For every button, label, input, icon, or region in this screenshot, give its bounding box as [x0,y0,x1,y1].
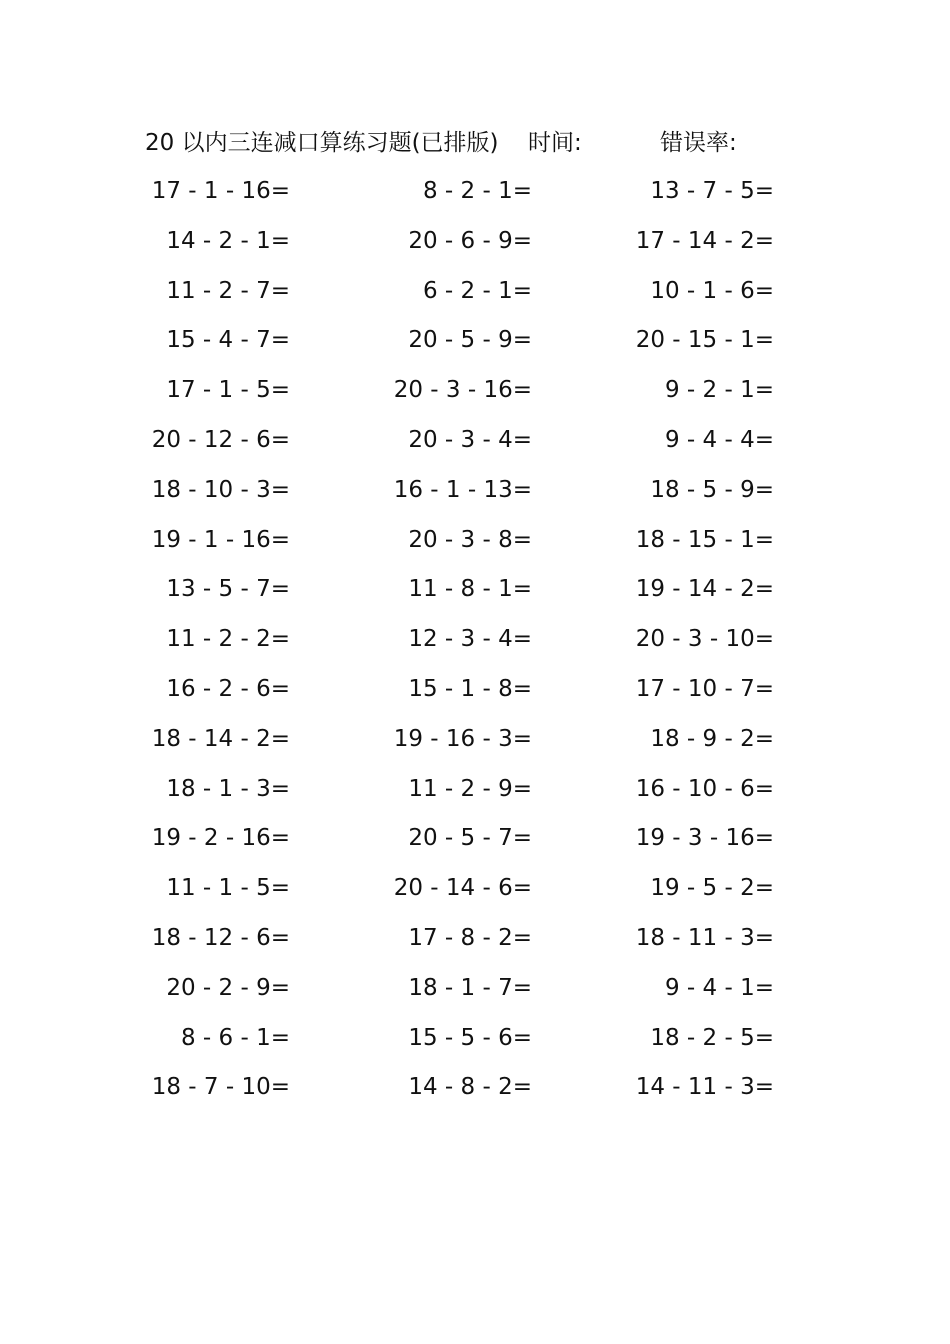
arithmetic-problem: 18 - 9 - 2= [650,725,774,752]
arithmetic-problem: 20 - 3 - 4= [408,426,532,453]
arithmetic-problem: 17 - 8 - 2= [408,924,532,951]
arithmetic-problem: 15 - 4 - 7= [166,327,290,354]
arithmetic-problem: 17 - 1 - 5= [166,377,290,404]
arithmetic-problem: 14 - 8 - 2= [408,1074,532,1101]
problem-row [0,1019,950,1069]
problem-row [0,919,950,969]
arithmetic-problem: 19 - 14 - 2= [635,576,774,603]
problem-row [0,869,950,919]
arithmetic-problem: 13 - 7 - 5= [650,178,774,204]
problem-row [0,172,950,222]
arithmetic-problem: 11 - 1 - 5= [166,875,290,902]
error-rate-label: 错误率: [660,130,737,156]
arithmetic-problem: 17 - 14 - 2= [635,227,774,254]
problem-row [0,670,950,720]
arithmetic-problem: 20 - 14 - 6= [393,875,532,902]
arithmetic-problem: 16 - 2 - 6= [166,675,290,702]
problem-row [0,222,950,272]
problem-row [0,570,950,620]
arithmetic-problem: 18 - 1 - 3= [166,775,290,802]
arithmetic-problem: 20 - 5 - 7= [408,825,532,852]
arithmetic-problem: 20 - 3 - 10= [635,626,774,653]
arithmetic-problem: 16 - 1 - 13= [393,476,532,503]
arithmetic-problem: 11 - 8 - 1= [408,576,532,603]
arithmetic-problem: 17 - 10 - 7= [635,675,774,702]
arithmetic-problem: 18 - 14 - 2= [151,725,290,752]
arithmetic-problem: 12 - 3 - 4= [408,626,532,653]
arithmetic-problem: 19 - 1 - 16= [151,526,290,553]
arithmetic-problem: 14 - 11 - 3= [635,1074,774,1101]
arithmetic-problem: 18 - 10 - 3= [151,476,290,503]
page-title: 20 以内三连减口算练习题(已排版) [145,130,499,156]
arithmetic-problem: 8 - 2 - 1= [422,178,532,204]
problem-row [0,720,950,770]
arithmetic-problem: 14 - 2 - 1= [166,227,290,254]
arithmetic-problem: 18 - 7 - 10= [151,1074,290,1101]
worksheet-header [0,124,950,160]
arithmetic-problem: 10 - 1 - 6= [650,277,774,304]
arithmetic-problem: 17 - 1 - 16= [151,178,290,204]
arithmetic-problem: 19 - 3 - 16= [635,825,774,852]
arithmetic-problem: 11 - 2 - 2= [166,626,290,653]
arithmetic-problem: 11 - 2 - 9= [408,775,532,802]
problem-row [0,321,950,371]
problem-row [0,620,950,670]
arithmetic-problem: 20 - 5 - 9= [408,327,532,354]
problem-row [0,421,950,471]
arithmetic-problem: 20 - 12 - 6= [151,426,290,453]
problem-row [0,471,950,521]
time-label: 时间: [528,130,582,156]
problem-row [0,521,950,571]
arithmetic-problem: 20 - 2 - 9= [166,974,290,1001]
arithmetic-problem: 19 - 2 - 16= [151,825,290,852]
arithmetic-problem: 18 - 11 - 3= [635,924,774,951]
problem-row [0,819,950,869]
problem-row [0,969,950,1019]
problem-row [0,1068,950,1118]
arithmetic-problem: 19 - 5 - 2= [650,875,774,902]
arithmetic-problem: 9 - 2 - 1= [664,377,774,404]
problem-row [0,272,950,322]
arithmetic-problem: 15 - 5 - 6= [408,1024,532,1051]
arithmetic-problem: 18 - 2 - 5= [650,1024,774,1051]
arithmetic-problem: 18 - 15 - 1= [635,526,774,553]
problem-row [0,371,950,421]
problem-grid [0,172,950,1118]
arithmetic-problem: 18 - 12 - 6= [151,924,290,951]
arithmetic-problem: 11 - 2 - 7= [166,277,290,304]
arithmetic-problem: 20 - 3 - 8= [408,526,532,553]
arithmetic-problem: 9 - 4 - 4= [664,426,774,453]
arithmetic-problem: 18 - 5 - 9= [650,476,774,503]
arithmetic-problem: 19 - 16 - 3= [393,725,532,752]
arithmetic-problem: 15 - 1 - 8= [408,675,532,702]
problem-row [0,770,950,820]
arithmetic-problem: 20 - 3 - 16= [393,377,532,404]
arithmetic-problem: 18 - 1 - 7= [408,974,532,1001]
arithmetic-problem: 13 - 5 - 7= [166,576,290,603]
arithmetic-problem: 20 - 15 - 1= [635,327,774,354]
arithmetic-problem: 8 - 6 - 1= [180,1024,290,1051]
arithmetic-problem: 20 - 6 - 9= [408,227,532,254]
arithmetic-problem: 9 - 4 - 1= [664,974,774,1001]
arithmetic-problem: 16 - 10 - 6= [635,775,774,802]
arithmetic-problem: 6 - 2 - 1= [422,277,532,304]
